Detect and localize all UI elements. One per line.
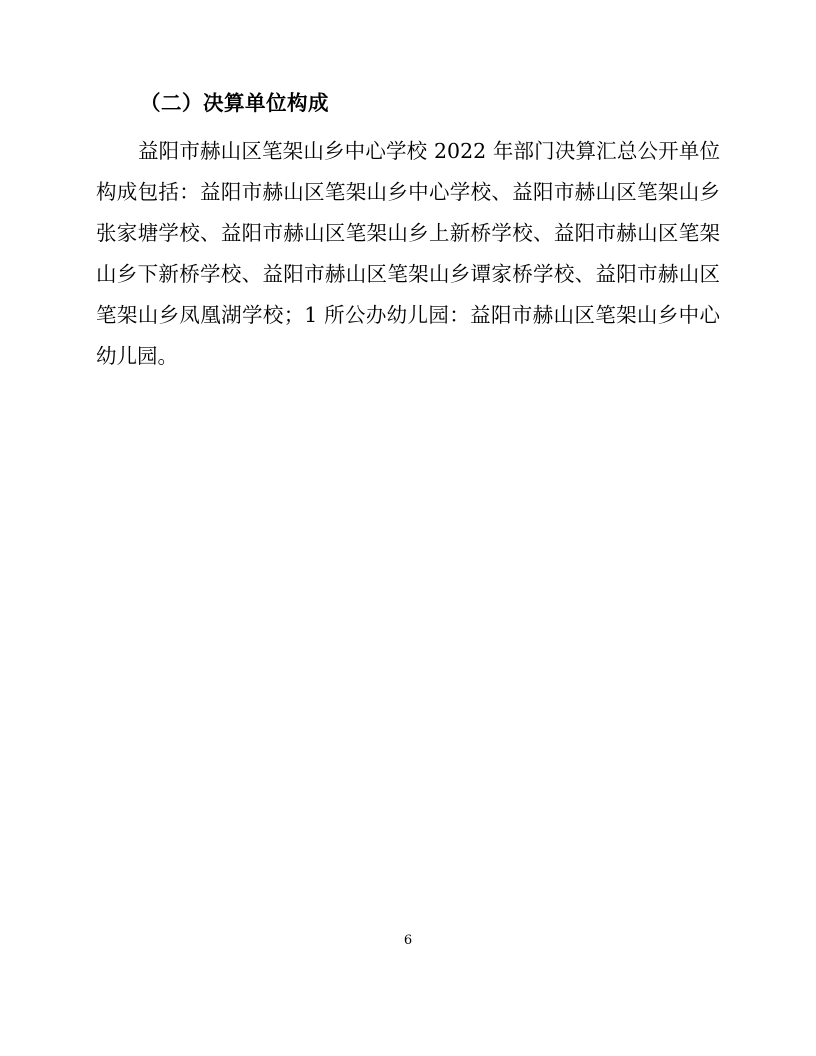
document-body bbox=[96, 86, 720, 377]
section-heading: （二）决算单位构成 bbox=[140, 91, 329, 115]
section-paragraph: 益阳市赫山区笔架山乡中心学校 2022 年部门决算汇总公开单位构成包括：益阳市赫山区笔架山乡中心学校、益阳市赫山区笔架山乡张家塘学校、益阳市赫山区笔架山乡上新桥学校、益阳市赫山区笔架山乡下新桥学校、益阳市赫山区笔架山乡谭家桥学校、益阳市赫山区笔架山乡凤凰湖学校；1 所公办幼儿园：益阳市赫山区笔架山乡中心幼儿园。 bbox=[96, 138, 720, 368]
page-number: 6 bbox=[403, 933, 413, 948]
